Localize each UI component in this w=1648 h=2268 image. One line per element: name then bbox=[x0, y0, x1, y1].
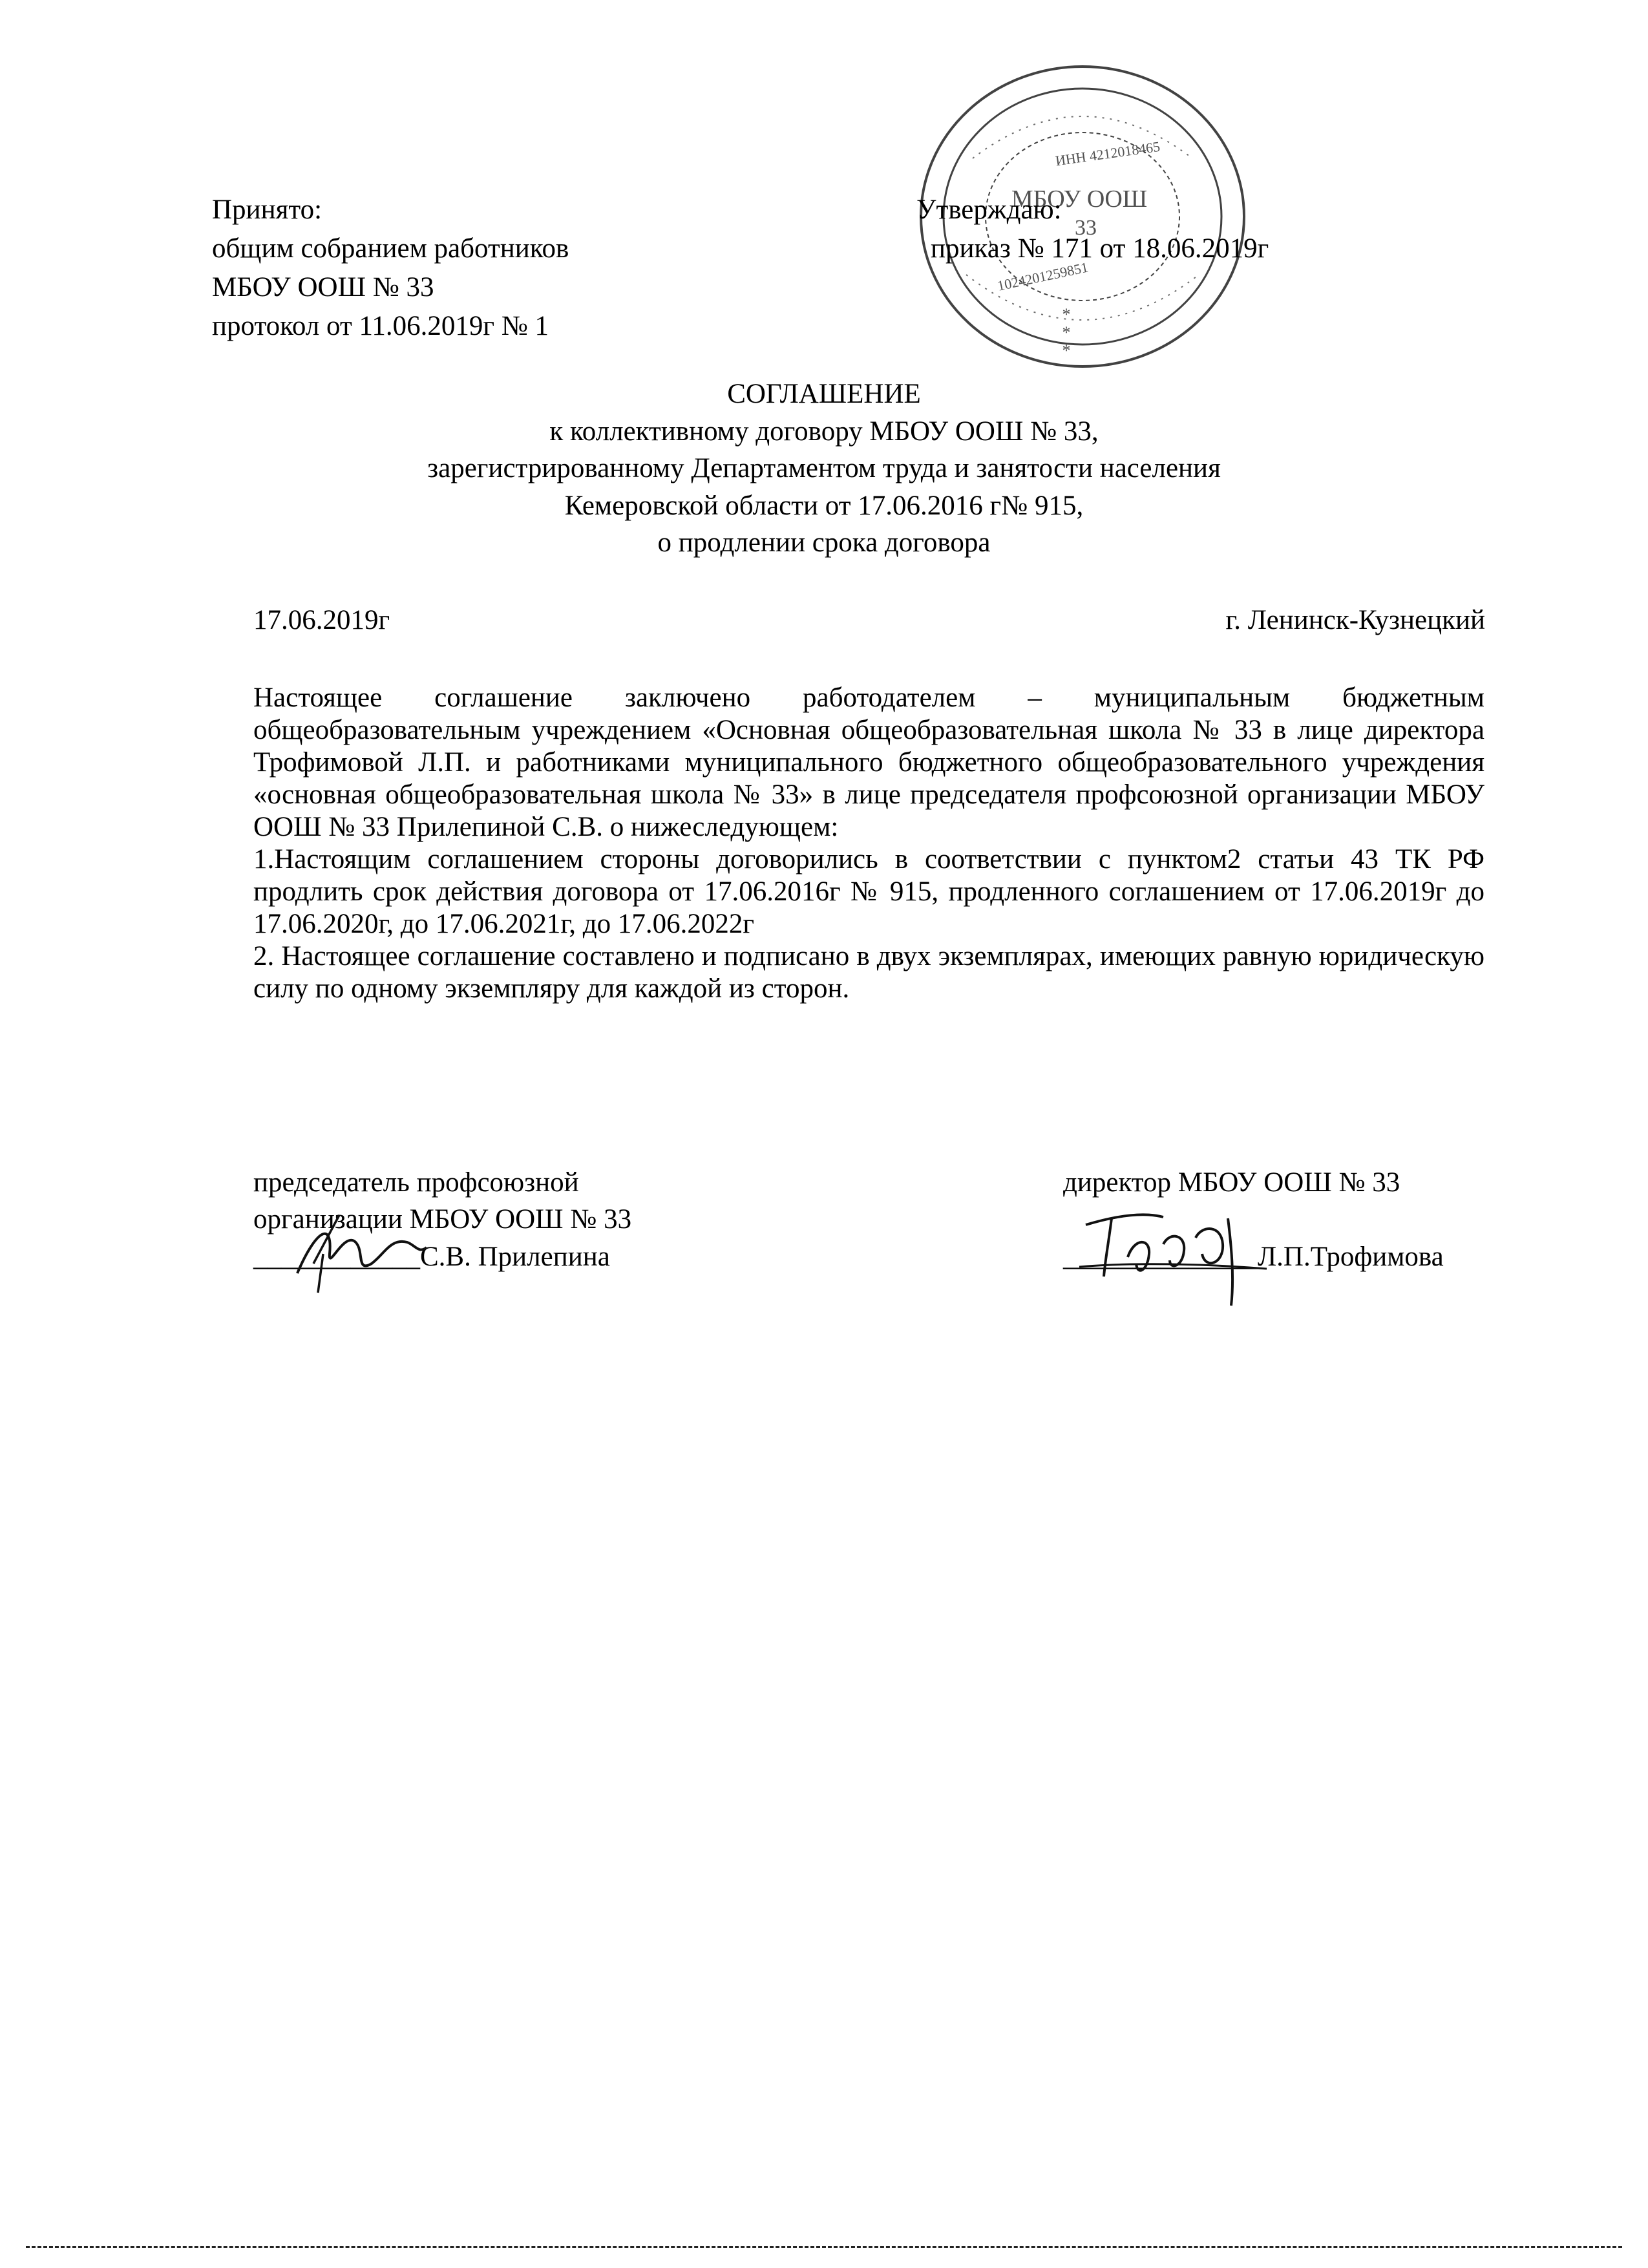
stamp-number: 33 bbox=[1075, 216, 1097, 240]
signature-trofimova bbox=[1073, 1199, 1273, 1309]
signature-blank: ____________ bbox=[253, 1242, 420, 1272]
bottom-scan-edge bbox=[26, 2246, 1622, 2250]
stamp-center-text: МБОУ ООШ bbox=[1011, 185, 1148, 213]
intro-paragraph: Настоящее соглашение заключено работодателем – муниципальным бюджетным общеобразовательным учреждением «Основная общеобразовательная школа № 33 в лице директора Трофимовой Л.П. и работниками муниципального бюджетного общеобразовательного учреждения «основная общеобразовательная школа № 33» в лице председателя профсоюзной организации МБОУ ООШ № 33 Прилепиной С.В. о нижеследующем: bbox=[253, 683, 1484, 842]
title-line2: к коллективному договору МБОУ ООШ № 33, bbox=[549, 416, 1099, 447]
document-body bbox=[253, 682, 1484, 1005]
stamp-ogrn: 1024201259851 bbox=[995, 259, 1090, 294]
approval-label: Принято: bbox=[212, 195, 322, 225]
stamp-inn: ИНН 4212018465 bbox=[1054, 138, 1161, 169]
signature-blank: ______________ bbox=[1063, 1242, 1258, 1272]
title-line3: зарегистрированному Департаментом труда и занятости населения bbox=[427, 453, 1221, 483]
document-date: 17.06.2019г bbox=[253, 605, 390, 635]
director-name: Л.П.Трофимова bbox=[1258, 1242, 1444, 1272]
approval-body: общим собранием работников bbox=[212, 233, 569, 264]
director-title: директор МБОУ ООШ № 33 bbox=[1063, 1167, 1400, 1198]
title-line5: о продлении срока договора bbox=[657, 527, 991, 558]
approved-label: Утверждаю: bbox=[916, 195, 1062, 225]
clause-2: 2. Настоящее соглашение составлено и подписано в двух экземплярах, имеющих равную юридическую силу по одному экземпляру для каждой из сторон. bbox=[253, 941, 1484, 1004]
title-line4: Кемеровской области от 17.06.2016 г№ 915, bbox=[564, 491, 1084, 521]
svg-text:*: * bbox=[1062, 323, 1071, 342]
union-chair-org: организации МБОУ ООШ № 33 bbox=[253, 1204, 632, 1235]
approval-protocol: протокол от 11.06.2019г № 1 bbox=[212, 311, 549, 341]
title-main: СОГЛАШЕНИЕ bbox=[727, 379, 921, 409]
svg-text:*: * bbox=[1062, 305, 1071, 324]
approved-order: приказ № 171 от 18.06.2019г bbox=[931, 233, 1269, 264]
clause-1: 1.Настоящим соглашением стороны договорились в соответствии с пунктом2 статьи 43 ТК РФ продлить срок действия договора от 17.06.2016г № 915, продленного соглашением от 17.06.2019г до 17.06.2020г, до 17.06.2021г, до 17.06.2022г bbox=[253, 844, 1484, 939]
signature-prilepina bbox=[278, 1202, 433, 1299]
union-chair-name: С.В. Прилепина bbox=[420, 1242, 610, 1272]
svg-text:*: * bbox=[1062, 341, 1071, 360]
document-city: г. Ленинск-Кузнецкий bbox=[1225, 605, 1485, 635]
union-chair-title: председатель профсоюзной bbox=[253, 1167, 579, 1198]
approval-org: МБОУ ООШ № 33 bbox=[212, 272, 434, 302]
